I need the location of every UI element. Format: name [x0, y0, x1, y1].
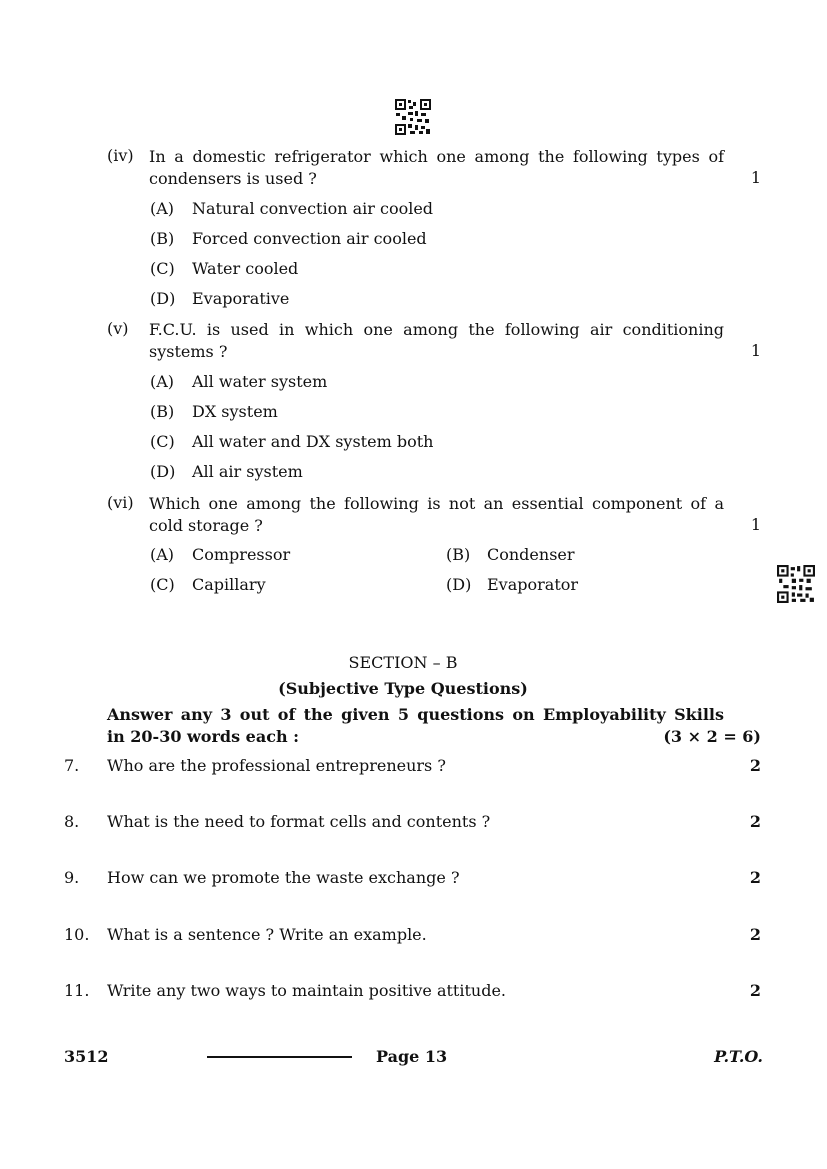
question-text-line1: In a domestic refrigerator which one among the following types of — [149, 147, 724, 166]
option-label: (C) — [150, 259, 175, 278]
question-number: (vi) — [107, 493, 134, 512]
option-text: DX system — [192, 402, 278, 421]
question-number: 10. — [64, 925, 90, 944]
question-number: 7. — [64, 756, 80, 775]
question-marks: 1 — [750, 168, 761, 187]
section-instruction-line1: Answer any 3 out of the given 5 questions on Employability Skills — [107, 705, 724, 724]
footer-divider — [207, 1056, 352, 1058]
option-label: (A) — [150, 199, 175, 218]
option-label: (A) — [150, 372, 175, 391]
option-label: (B) — [150, 402, 175, 421]
option-text: Compressor — [192, 545, 291, 564]
option-text: Evaporator — [487, 575, 579, 594]
option-label: (C) — [150, 575, 175, 594]
question-text: Write any two ways to maintain positive attitude. — [107, 981, 507, 1000]
question-marks: 2 — [749, 812, 761, 831]
option-label: (D) — [150, 462, 176, 481]
footer-code: 3512 — [64, 1047, 109, 1066]
footer-page-number: Page 13 — [376, 1047, 448, 1066]
option-text: Water cooled — [192, 259, 299, 278]
section-instruction-marks: (3 × 2 = 6) — [663, 727, 761, 746]
option-label: (D) — [150, 289, 176, 308]
question-text: What is the need to format cells and contents ? — [107, 812, 491, 831]
question-marks: 2 — [749, 925, 761, 944]
question-marks: 2 — [749, 868, 761, 887]
question-text-line2: systems ? — [149, 342, 228, 361]
option-text: All water system — [192, 372, 328, 391]
option-label: (B) — [150, 229, 175, 248]
option-text: Forced convection air cooled — [192, 229, 427, 248]
question-marks: 1 — [750, 515, 761, 534]
top-qr-code-icon — [395, 99, 431, 135]
footer-pto: P.T.O. — [714, 1047, 763, 1066]
question-marks: 1 — [750, 341, 761, 360]
question-text: Who are the professional entrepreneurs ? — [107, 756, 446, 775]
question-number: (iv) — [107, 146, 134, 165]
question-text-line2: condensers is used ? — [149, 169, 317, 188]
option-text: Evaporative — [192, 289, 290, 308]
option-label: (B) — [446, 545, 471, 564]
question-text-line1: Which one among the following is not an essential component of a — [149, 494, 724, 513]
option-text: Natural convection air cooled — [192, 199, 434, 218]
option-text: Condenser — [487, 545, 575, 564]
question-text-line2: cold storage ? — [149, 516, 263, 535]
option-label: (C) — [150, 432, 175, 451]
option-text: Capillary — [192, 575, 266, 594]
question-text: What is a sentence ? Write an example. — [107, 925, 427, 944]
question-number: 11. — [64, 981, 90, 1000]
question-marks: 2 — [749, 981, 761, 1000]
question-number: (v) — [107, 319, 129, 338]
question-text: How can we promote the waste exchange ? — [107, 868, 460, 887]
section-title: SECTION – B — [348, 653, 458, 672]
question-marks: 2 — [749, 756, 761, 775]
side-qr-code-icon — [777, 565, 815, 603]
option-text: All water and DX system both — [192, 432, 434, 451]
section-subtitle: (Subjective Type Questions) — [278, 679, 528, 698]
question-text-line1: F.C.U. is used in which one among the following air conditioning — [149, 320, 724, 339]
section-instruction-line2: in 20-30 words each : — [107, 727, 300, 746]
question-number: 8. — [64, 812, 80, 831]
option-label: (A) — [150, 545, 175, 564]
question-number: 9. — [64, 868, 80, 887]
option-label: (D) — [446, 575, 472, 594]
option-text: All air system — [192, 462, 303, 481]
